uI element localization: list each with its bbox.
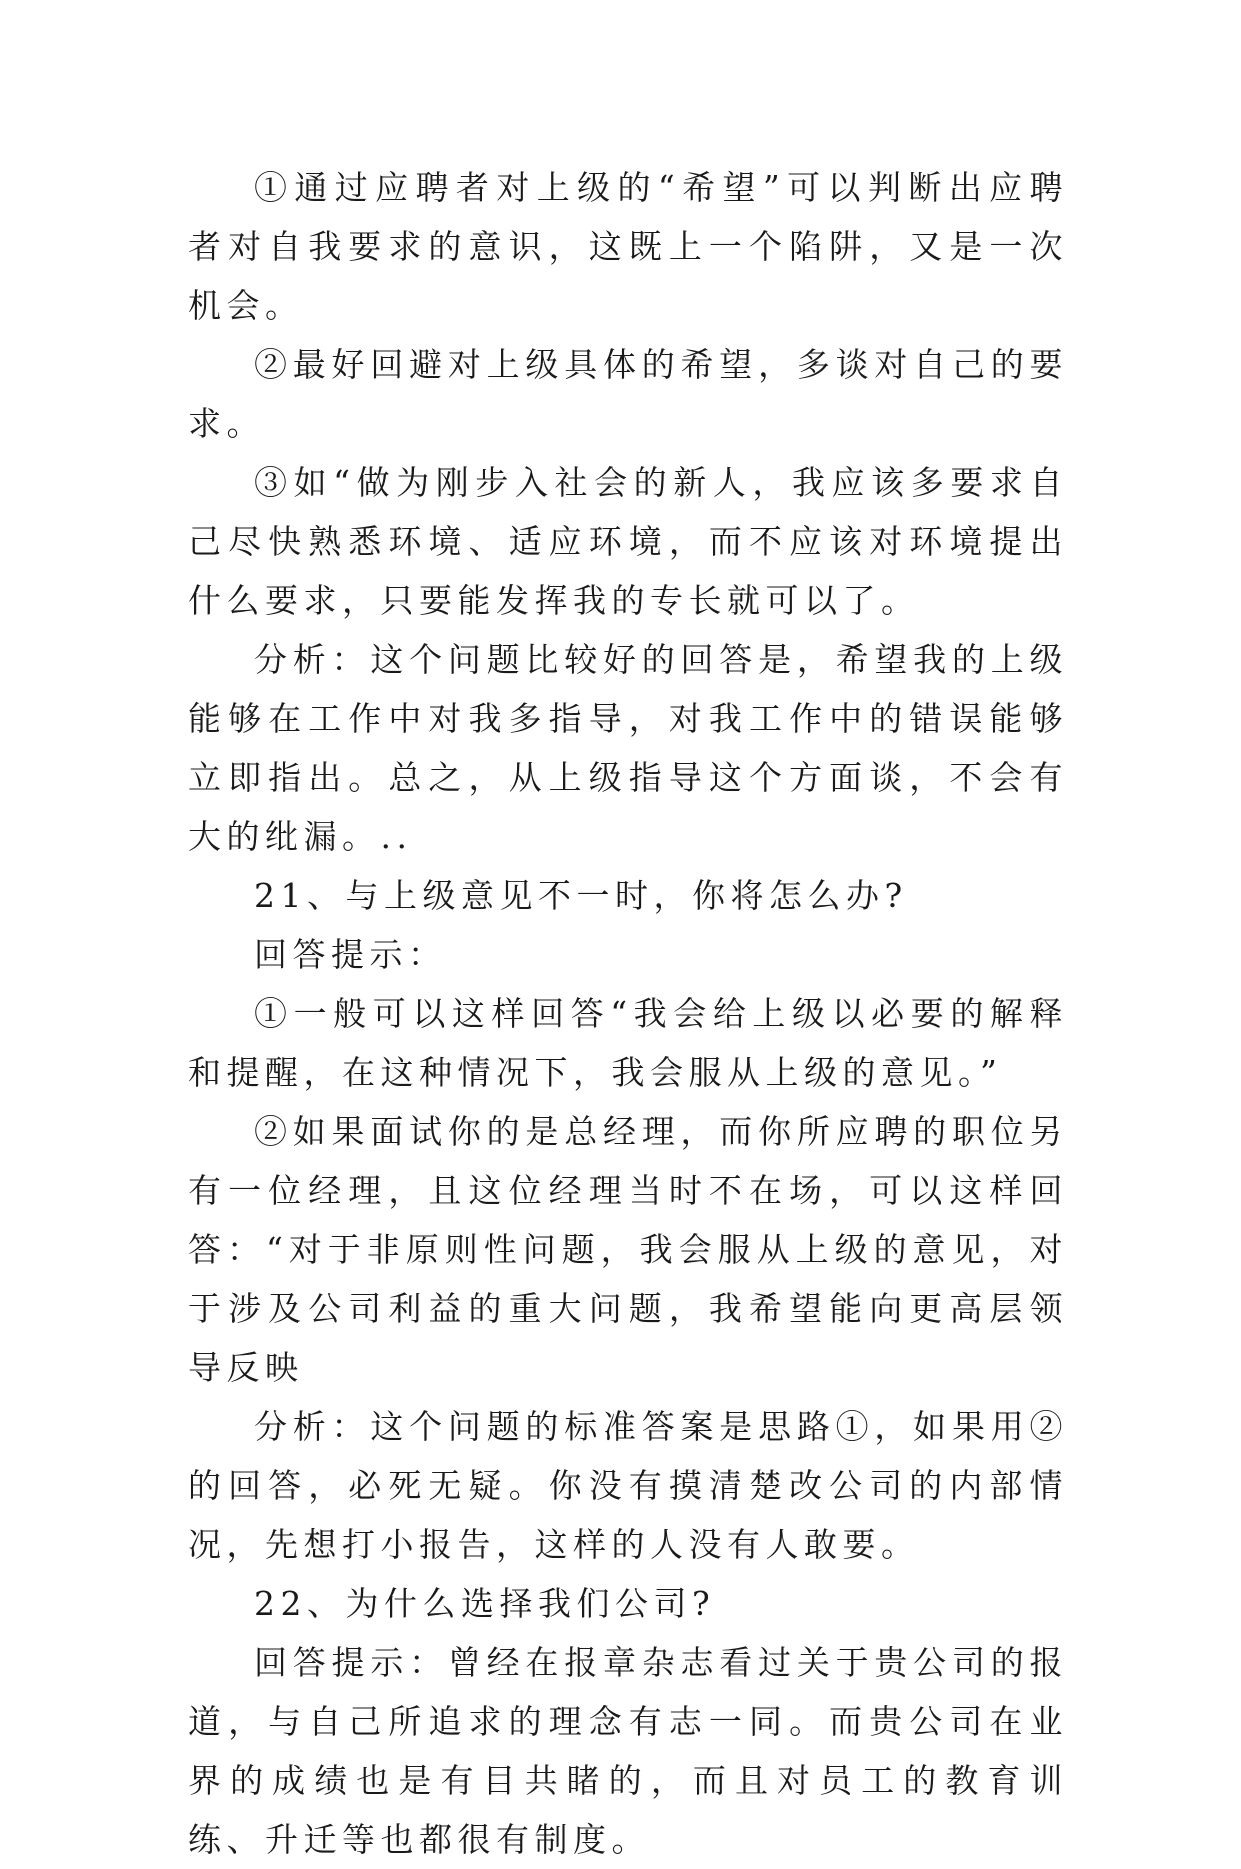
- question-21-heading: 21、与上级意见不一时，你将怎么办?: [254, 876, 908, 915]
- paragraph-analysis-standard-answer: 分析：这个问题的标准答案是思路①，如果用②的回答，必死无疑。你没有摸清楚改公司的内部情况，先想打小报告，这样的人没有人敢要。: [188, 1407, 1068, 1564]
- answer-tips-label: 回答提示：: [254, 935, 447, 974]
- paragraph-avoid-specific-hope: ②最好回避对上级具体的希望，多谈对自己的要求。: [188, 345, 1068, 443]
- paragraph-hope-judgement: ①通过应聘者对上级的“希望”可以判断出应聘者对自我要求的意识，这既上一个陷阱，又是一次机会。: [188, 168, 1068, 325]
- question-22-heading: 22、为什么选择我们公司?: [254, 1584, 716, 1623]
- paragraph-explain-and-remind: ①一般可以这样回答“我会给上级以必要的解释和提醒，在这种情况下，我会服从上级的意见。”: [188, 994, 1068, 1092]
- paragraph-general-manager-case: ②如果面试你的是总经理，而你所应聘的职位另有一位经理，且这位经理当时不在场，可以这样回答：“对于非原则性问题，我会服从上级的意见，对于涉及公司利益的重大问题，我希望能向更高层领导反映: [188, 1112, 1068, 1387]
- paragraph-analysis-guidance: 分析：这个问题比较好的回答是，希望我的上级能够在工作中对我多指导，对我工作中的错误能够立即指出。总之，从上级指导这个方面谈，不会有大的纰漏。..: [188, 640, 1068, 856]
- paragraph-newcomer-example: ③如“做为刚步入社会的新人，我应该多要求自己尽快熟悉环境、适应环境，而不应该对环境提出什么要求，只要能发挥我的专长就可以了。: [188, 463, 1068, 620]
- document-body: [188, 158, 1068, 1869]
- paragraph-why-choose-company: 回答提示：曾经在报章杂志看过关于贵公司的报道，与自己所追求的理念有志一同。而贵公司在业界的成绩也是有目共睹的，而且对员工的教育训练、升迁等也都很有制度。: [188, 1643, 1068, 1859]
